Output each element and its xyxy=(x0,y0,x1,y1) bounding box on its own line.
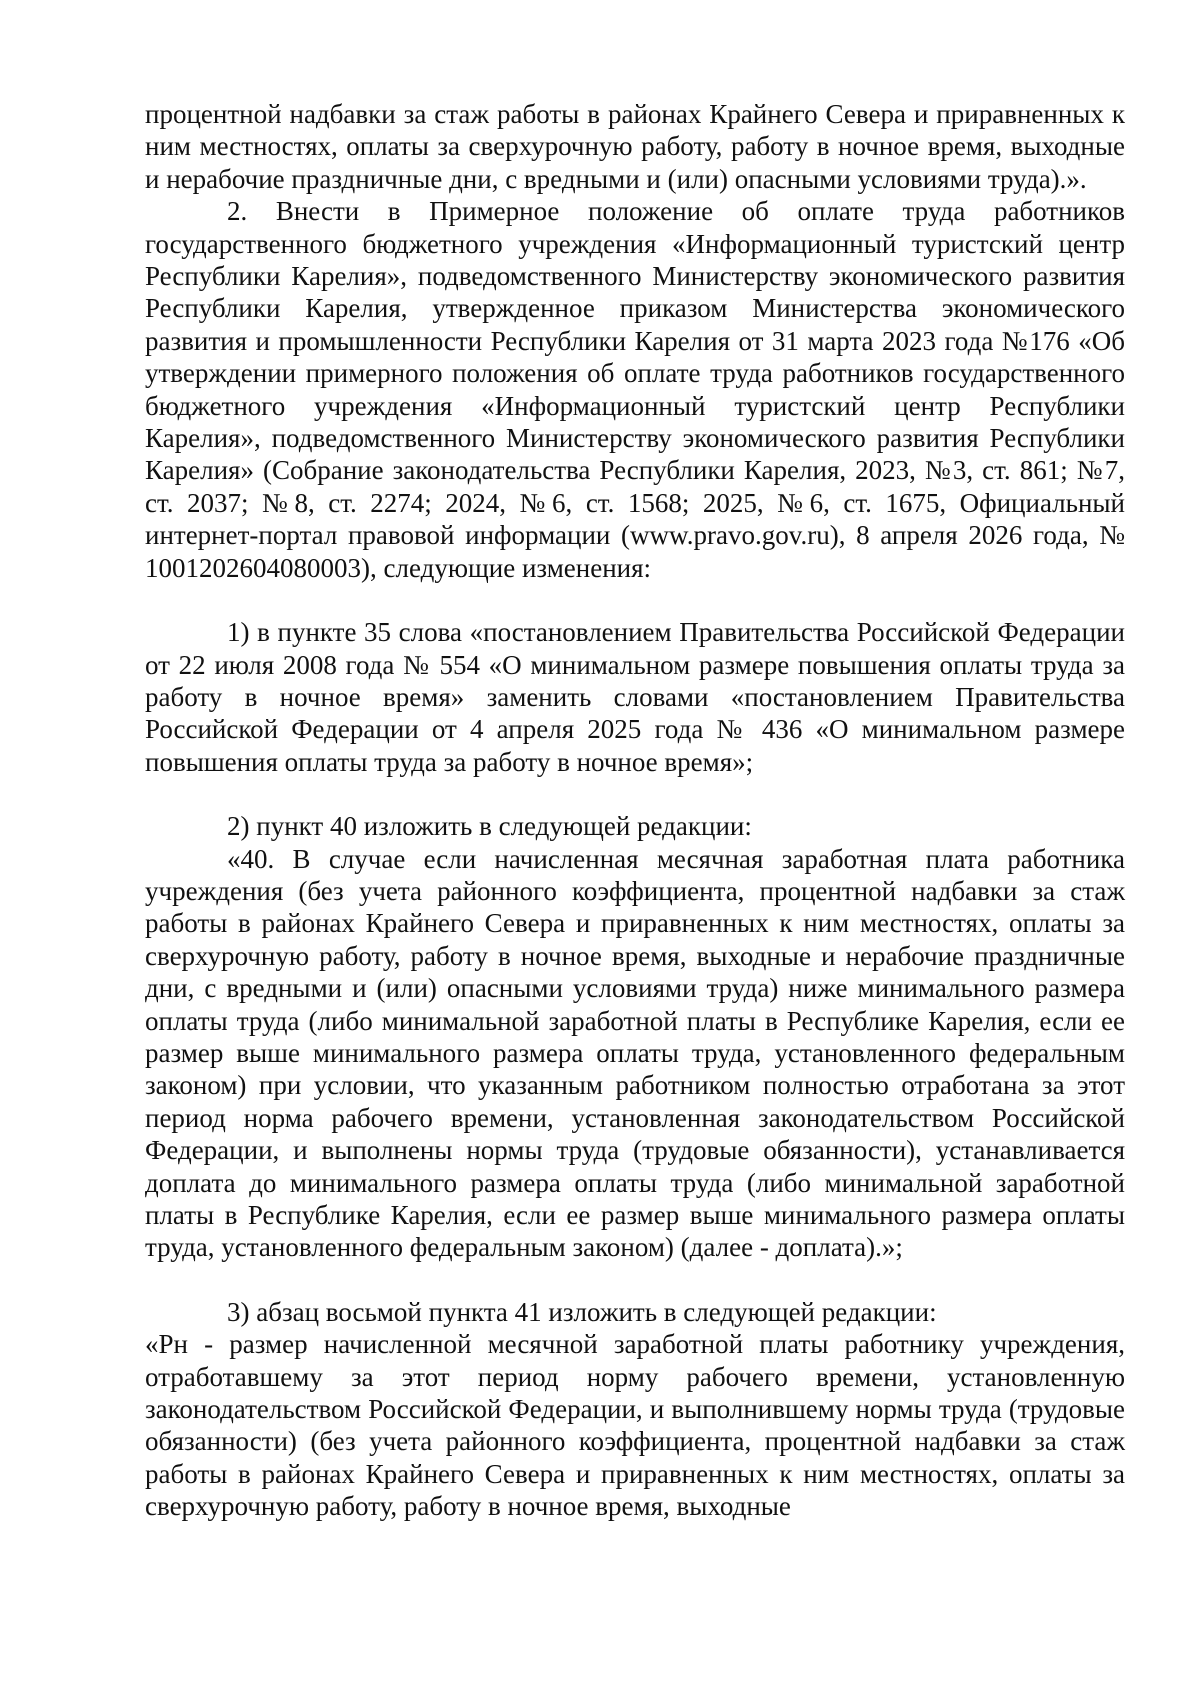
paragraph-item-2: 2. Внести в Примерное положение об оплате труда работников государственного бюджетного учреждения «Информационный туристский центр Республики Карелия», подведомственного Министерству экономического развития Республики Карелия, утвержденное приказом Министерства экономического развития и промышленности Республики Карелия от 31 марта 2023 года №176 «Об утверждении примерного положения об оплате труда работников государственного бюджетного учреждения «Информационный туристский центр Республики Карелия», подведомственного Министерству экономического развития Республики Карелия» (Собрание законодательства Республики Карелия, 2023, №3, ст. 861; №7, ст. 2037; №8, ст. 2274; 2024, №6, ст. 1568; 2025, №6, ст. 1675, Официальный интернет-портал правовой информации (www.pravo.gov.ru), 8 апреля 2026 года, № 1001202604080003), следующие изменения: xyxy=(145,196,1125,583)
paragraph-gap xyxy=(145,1264,1125,1296)
paragraph-quote-40: «40. В случае если начисленная месячная заработная плата работника учреждения (без учета районного коэффициента, процентной надбавки за стаж работы в районах Крайнего Севера и приравненных к ним местностях, оплаты за сверхурочную работу, работу в ночное время, выходные и нерабочие праздничные дни, с вредными и (или) опасными условиями труда) ниже минимального размера оплаты труда (либо минимальной заработной платы в Республике Карелия, если ее размер выше минимального размера оплаты труда, установленного федеральным законом) при условии, что указанным работником полностью отработана за этот период норма рабочего времени, установленная законодательством Российской Федерации, и выполнены нормы труда (трудовые обязанности), устанавливается доплата до минимального размера оплаты труда (либо минимальной заработной платы в Республике Карелия, если ее размер выше минимального размера оплаты труда, установленного федеральным законом) (далее - доплата).»; xyxy=(145,843,1125,1263)
document-page xyxy=(145,98,1125,1523)
paragraph-gap xyxy=(145,778,1125,810)
paragraph-gap xyxy=(145,584,1125,616)
paragraph-subitem-1: 1) в пункте 35 слова «постановлением Правительства Российской Федерации от 22 июля 2008 года № 554 «О минимальном размере повышения оплаты труда за работу в ночное время» заменить словами «постановлением Правительства Российской Федерации от 4 апреля 2025 года № 436 «О минимальном размере повышения оплаты труда за работу в ночное время»; xyxy=(145,617,1125,777)
paragraph-subitem-3: 3) абзац восьмой пункта 41 изложить в следующей редакции: xyxy=(227,1296,937,1327)
paragraph-quote-rn: «Рн - размер начисленной месячной заработной платы работнику учреждения, отработавшему за этот период норму рабочего времени, установленную законодательством Российской Федерации, и выполнившему нормы труда (трудовые обязанности) (без учета районного коэффициента, процентной надбавки за стаж работы в районах Крайнего Севера и приравненных к ним местностях, оплаты за сверхурочную работу, работу в ночное время, выходные xyxy=(145,1329,1125,1522)
paragraph-continuation: процентной надбавки за стаж работы в районах Крайнего Севера и приравненных к ним местностях, оплаты за сверхурочную работу, работу в ночное время, выходные и нерабочие праздничные дни, с вредными и (или) опасными условиями труда).». xyxy=(145,99,1125,194)
paragraph-subitem-2: 2) пункт 40 изложить в следующей редакции: xyxy=(227,811,752,842)
